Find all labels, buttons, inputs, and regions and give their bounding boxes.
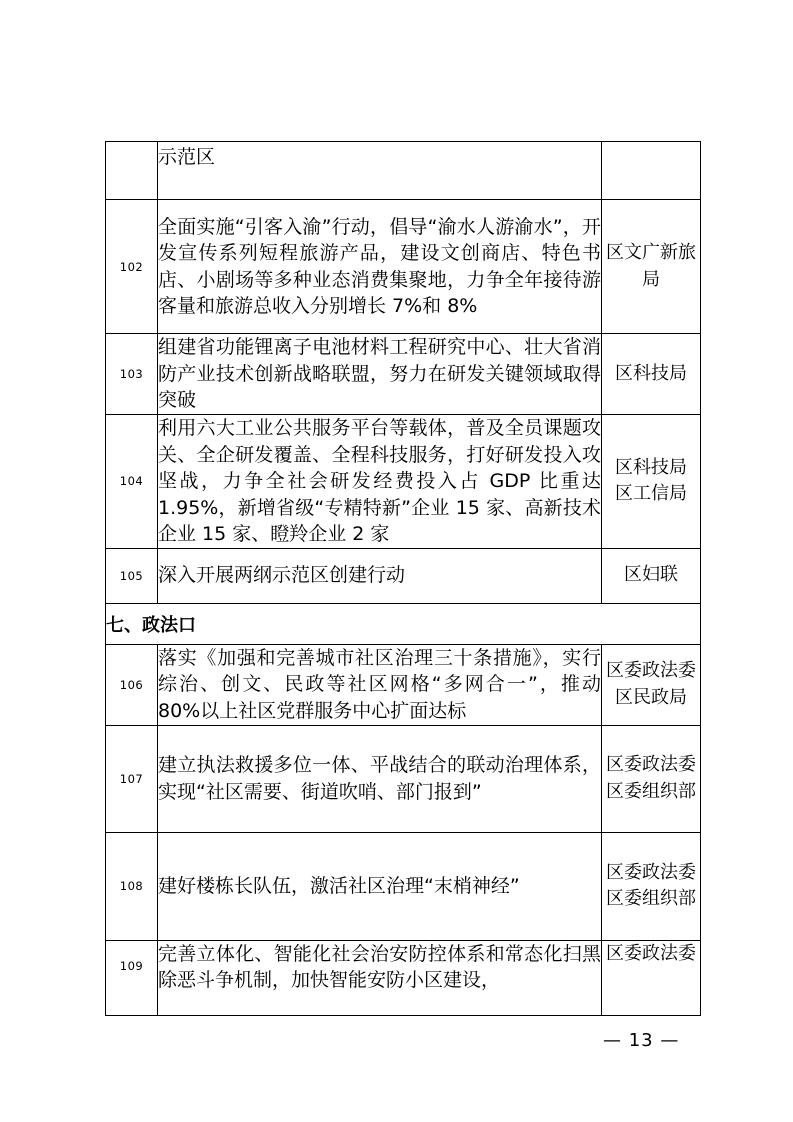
department: 区科技局 区工信局 [602, 415, 701, 549]
section-heading: 七、政法口 [106, 603, 701, 644]
page-number: — 13 — [603, 1030, 680, 1051]
table-row [106, 644, 701, 725]
task-text: 全面实施“引客入渝”行动，倡导“渝水人游渝水”，开发宣传系列短程旅游产品，建设文创商店、特色书店、小剧场等多种业态消费集聚地，力争全年接待游客量和旅游总收入分别增长 7%和 8% [158, 200, 602, 334]
task-text: 建立执法救援多位一体、平战结合的联动治理体系，实现“社区需要、街道吹哨、部门报到” [158, 725, 602, 832]
department: 区委政法委 区委组织部 [602, 725, 701, 832]
row-number: 109 [106, 940, 158, 1015]
department: 区委政法委 区委组织部 [602, 832, 701, 940]
department: 区文广新旅局 [602, 200, 701, 334]
table-row [106, 940, 701, 1015]
row-number: 103 [106, 334, 158, 415]
department: 区科技局 [602, 334, 701, 415]
table-row [106, 725, 701, 832]
department: 区委政法委 区民政局 [602, 644, 701, 725]
department: 区妇联 [602, 548, 701, 603]
table-row [106, 334, 701, 415]
task-text: 落实《加强和完善城市社区治理三十条措施》，实行综治、创文、民政等社区网格“多网合一”，推动 80%以上社区党群服务中心扩面达标 [158, 644, 602, 725]
task-text: 建好楼栋长队伍，激活社区治理“末梢神经” [158, 832, 602, 940]
task-text: 组建省功能锂离子电池材料工程研究中心、壮大省消防产业技术创新战略联盟，努力在研发关键领域取得突破 [158, 334, 602, 415]
row-number: 107 [106, 725, 158, 832]
task-table [105, 141, 701, 1016]
table-row [106, 832, 701, 940]
row-number [106, 142, 158, 200]
table-row [106, 415, 701, 549]
row-number: 106 [106, 644, 158, 725]
table-row [106, 200, 701, 334]
task-text: 深入开展两纲示范区创建行动 [158, 548, 602, 603]
row-number: 105 [106, 548, 158, 603]
department: 区委政法委 [602, 940, 701, 1015]
row-number: 102 [106, 200, 158, 334]
row-number: 104 [106, 415, 158, 549]
section-row [106, 603, 701, 644]
department [602, 142, 701, 200]
task-text: 完善立体化、智能化社会治安防控体系和常态化扫黑除恶斗争机制，加快智能安防小区建设， [158, 940, 602, 1015]
task-text: 示范区 [158, 142, 602, 200]
table-row [106, 548, 701, 603]
row-number: 108 [106, 832, 158, 940]
task-text: 利用六大工业公共服务平台等载体，普及全员课题攻关、全企研发覆盖、全程科技服务，打好研发投入攻坚战，力争全社会研发经费投入占 GDP 比重达 1.95%，新增省级“专精特新”企业 15 家、高新技术企业 15 家、瞪羚企业 2 家 [158, 415, 602, 549]
table-row [106, 142, 701, 200]
